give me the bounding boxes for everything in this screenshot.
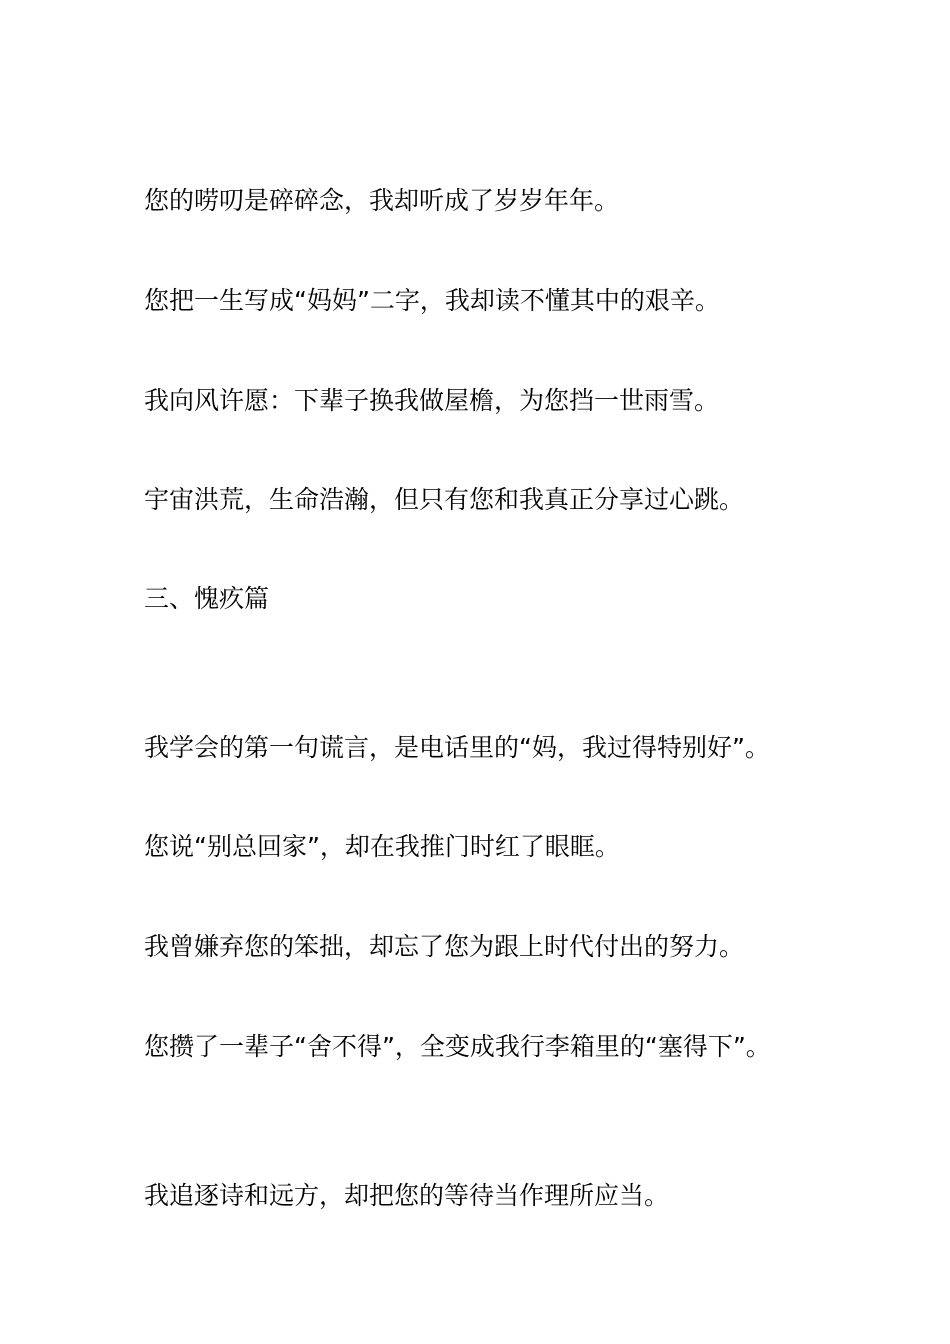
paragraph-4: 宇宙洪荒，生命浩瀚，但只有您和我真正分享过心跳。 bbox=[144, 485, 745, 514]
paragraph-3: 我向风许愿：下辈子换我做屋檐，为您挡一世雨雪。 bbox=[144, 386, 720, 415]
paragraph-5: 我学会的第一句谎言，是电话里的“妈，我过得特别好”。 bbox=[144, 733, 770, 762]
paragraph-8: 您攒了一辈子“舍不得”，全变成我行李箱里的“塞得下”。 bbox=[144, 1032, 771, 1061]
paragraph-1: 您的唠叨是碎碎念，我却听成了岁岁年年。 bbox=[144, 186, 620, 215]
section-heading: 三、愧疚篇 bbox=[144, 584, 270, 613]
paragraph-2: 您把一生写成“妈妈”二字，我却读不懂其中的艰辛。 bbox=[144, 286, 720, 315]
paragraph-6: 您说“别总回家”，却在我推门时红了眼眶。 bbox=[144, 832, 620, 861]
paragraph-9: 我追逐诗和远方，却把您的等待当作理所应当。 bbox=[144, 1181, 670, 1210]
paragraph-7: 我曾嫌弃您的笨拙，却忘了您为跟上时代付出的努力。 bbox=[144, 932, 745, 961]
